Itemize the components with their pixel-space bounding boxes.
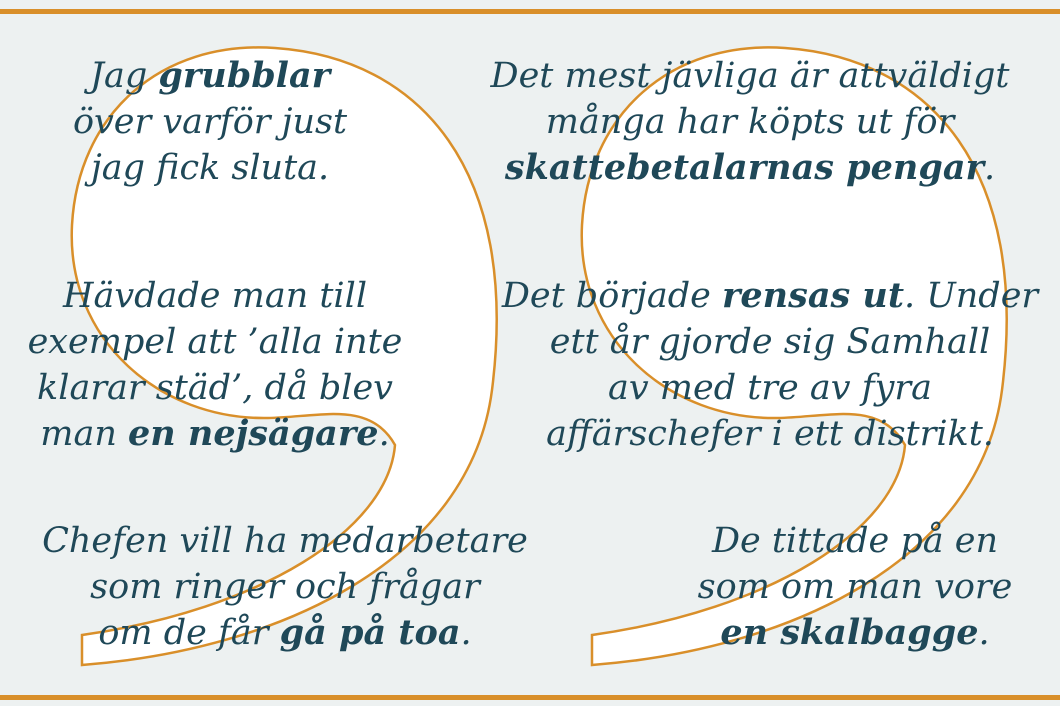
quote-line [40, 518, 530, 564]
quote-line [40, 564, 530, 610]
quote-line [680, 564, 1030, 610]
emphasis-text: en skalbagge [720, 612, 979, 653]
quote-3 [20, 273, 410, 457]
quote-text: Det började [501, 276, 722, 316]
quote-text: Chefen vill ha medarbetare [42, 521, 528, 561]
quote-1 [40, 53, 380, 191]
quote-text: över varför just [72, 102, 348, 142]
quote-2 [490, 53, 1010, 191]
emphasis-text: en nejsägare [128, 413, 379, 454]
quote-line [20, 411, 410, 457]
quote-4 [500, 273, 1040, 457]
quote-text: . [378, 414, 390, 454]
quote-text: många har köpts ut för [545, 102, 955, 142]
emphasis-text: grubblar [158, 55, 331, 96]
quote-text: affärschefer i ett distrikt. [546, 414, 994, 454]
quote-line [500, 411, 1040, 457]
quote-line [20, 319, 410, 365]
quote-line [500, 365, 1040, 411]
quote-line [20, 273, 410, 319]
quote-line [500, 273, 1040, 319]
quote-text: . [460, 613, 472, 653]
quote-text: av med tre av fyra [608, 368, 932, 408]
quote-line [680, 518, 1030, 564]
quote-line [490, 145, 1010, 191]
quote-text: Hävdade man till [62, 276, 368, 316]
quote-line [40, 53, 380, 99]
quote-text: Jag [89, 56, 159, 96]
quote-text: klarar städ’, då blev [37, 368, 393, 408]
quote-line [490, 99, 1010, 145]
quote-text: ett år gjorde sig Samhall [549, 322, 991, 362]
quote-text: om de får [98, 613, 280, 653]
quote-text: som ringer och frågar [90, 567, 480, 607]
quote-text: jag fick sluta. [90, 148, 330, 188]
quote-text: . Under [904, 276, 1039, 316]
quote-text: som om man vore [697, 567, 1013, 607]
emphasis-text: gå på toa [279, 612, 461, 653]
quote-line [40, 145, 380, 191]
quote-text: . [983, 148, 996, 188]
quote-line [40, 610, 530, 656]
quote-line [490, 53, 1010, 99]
quote-line [680, 610, 1030, 656]
quote-line [500, 319, 1040, 365]
quote-text: exempel att ’alla inte [27, 322, 403, 362]
quote-6 [680, 518, 1030, 656]
quote-5 [40, 518, 530, 656]
emphasis-text: skattebetalarnas pengar [504, 147, 984, 188]
quote-text: man [40, 414, 129, 454]
quote-text: . [978, 613, 990, 653]
quote-text: De tittade på en [711, 521, 999, 561]
quote-line [20, 365, 410, 411]
quote-line [40, 99, 380, 145]
quote-text: Det mest jävliga är attväldigt [490, 56, 1010, 96]
emphasis-text: rensas ut [721, 275, 905, 316]
